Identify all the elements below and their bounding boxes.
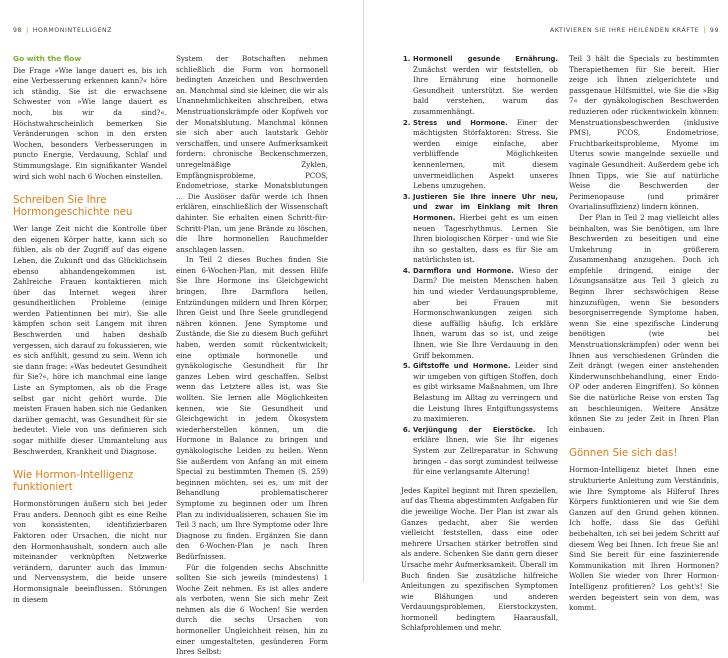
left-column-2 (176, 54, 328, 657)
step-title: Stress und Hormone. (413, 118, 508, 127)
left-column-1 (13, 54, 167, 604)
step-text: Leider sind wir umgeben von giftigen Stoffen, doch es gibt wirksame Maßnahmen, um Ihre Belastung im Alltag zu verringern und die Leistung Ihres Entgiftungssystems zu maximieren. (413, 361, 558, 424)
paragraph-hormon-intelligenz: Hormonstörungen äußern sich bei jeder Frau anders. Dennoch gibt es eine Reihe von konsistenten, identifizierbaren Faktoren oder Ursachen, die nicht nur den Hormonhaushalt, sondern auch alle miteinander verknüpften Netzwerke verändern, darunter auch das Immun- und Nervensystem, die beide unsere Hormonsignale beeinflussen. Störungen in diesem (13, 499, 167, 604)
heading-hormongeschichte: Schreiben Sie Ihre Hormongeschichte neu (13, 194, 133, 219)
step-text: Ich erkläre Ihnen, wie Sie Ihr eigenes System zur Zellreparatur in Schwung bringen – das sorgt zumindest teilweise für eine verlangsamte Alterung! (413, 424, 558, 477)
list-item (413, 54, 558, 118)
spacer (401, 478, 558, 486)
list-item (413, 425, 558, 478)
step-text: Einer der mächtigsten Störfaktoren: Stress. Sie werden einige einfache, aber verblüffende Möglichkeiten kennenlernen, mit diesem unvermeidlichen Aspekt unseres Lebens umzugehen. (413, 117, 558, 191)
subheading-go-with-the-flow: Go with the flow (13, 54, 82, 63)
heading-hormon-intelligenz: Wie Hormon-Intelligenz funktioniert (13, 469, 134, 494)
step-title: Hormonell gesunde Ernährung. (413, 55, 558, 63)
paragraph-teil-2: In Teil 2 dieses Buches finden Sie einen 6-Wochen-Plan, mit dessen Hilfe Sie Ihre Hormone ins Gleichgewicht bringen, Ihre Darmflora heilen, Entzündungen mildern und Ihren Körper, Ihren Geist und Ihre Seele grundlegend nähren können. Jene Symptome und Zustände, die Sie zu diesem Buch geführt haben, werden somit rückentwickelt; eine optimale hormonelle und gynäkologische Gesundheit für Ihr ganzes Leben wird geschaffen. Selbst wenn das Letztere alles ist, was Sie wollten. Sie lernen alle Möglichkeiten kennen, wie Sie Gesundheit und Gleichgewicht in jedem Ökosystem wiederherstellen können, um die Hormone in Balance zu bringen und gynäkologische Leiden zu heilen. Wenn Sie außerdem von Anfang an mit einem Special zu bestimmten Themen (S. 259) beginnen möchten, sei es, um mit der Behandlung problematischerer Symptome zu beginnen oder um Ihren Plan zu individualisieren, schauen Sie im Teil 3 nach, um Ihre Symptome oder Ihre Diagnose zu finden. Ergänzen Sie dann den 6-Wochen-Plan je nach Ihren Bedürfnissen. (176, 255, 328, 561)
paragraph-teil-3: Teil 3 hält die Specials zu bestimmten Therapiethemen für Sie bereit. Hier zeige ich Ihnen zielgerichtete und passgenaue Hilfsmittel, wie Sie die »Big 7« der gynäkologischen Beschwerden reduzieren oder rückentwickeln können: Menstruationsbeschwerden (inklusive PMS), PCOS, Endometriose, Fruchtbarkeitsprobleme, Myome im Uterus sowie mangelnde sexuelle und vaginale Gesundheit. Außerdem gebe ich Ihnen Tipps, wie Sie auf natürliche Weise die Beschwerden der Perimenopause (und primärer Ovarialinsuffizienz) lindern können. (569, 54, 719, 212)
paragraph-hormongeschichte: Wer lange Zeit nicht die Kontrolle über den eigenen Körper hatte, kann sich so fühlen, als ob der Zugriff auf das eigene Leben, die Zukunft und das Glücklichsein ebenso abhandengekommen ist. Zahlreiche Frauen kontaktieren mich über das Internet wegen ihrer gesundheitlichen Probleme (einige werden Patientinnen bei mir). Sie alle kämpfen schon seit Langem mit ihren Beschwerden und haben deshalb vergessen, sich darauf zu fokussieren, wie es sich anfühlt, gesund zu sein. Wenn ich sie dann frage: »Was bedeutet Gesundheit für Sie?«, höre ich manchmal eine lange Liste an Symptomen, als ob die Frage selbst gar nicht gehört wurde. Die meisten Frauen haben sich nie Gedanken darüber gemacht, was Gesundheit für sie bedeutet. Viele von uns definieren sich sogar mithilfe dieser Ummantelung aus Beschwerden, Krankheit und Diagnose. (13, 224, 167, 456)
heading-goennen-sie-sich-das: Gönnen Sie sich das! (569, 447, 678, 460)
left-page-number: 98 (13, 27, 23, 34)
right-page (364, 0, 728, 633)
step-title: Justieren Sie Ihre innere Uhr neu, und zwar im Einklang mit Ihren Hormonen. (413, 192, 558, 222)
paragraph-sechs-abschnitte: Für die folgenden sechs Abschnitte sollten Sie sich jeweils (mindestens) 1 Woche Zeit nehmen. Es ist alles andere als verboten, wenn Sie sich mehr Zeit nehmen als die 6 Wochen! Sie werden durch die sechs Ursachen von hormoneller Ungleichheit reisen, hin zu einer umgestalteten, gesünderen Form Ihres Selbst: (176, 562, 328, 657)
step-title: Verjüngung der Eierstöcke. (413, 425, 536, 434)
left-header-title: HORMONINTELLIGENZ (32, 27, 113, 34)
six-step-list (401, 54, 558, 478)
list-item (413, 361, 558, 425)
paragraph-plan-teil-2: Der Plan in Teil 2 mag vielleicht alles beinhalten, was Sie benötigen, um Ihre Beschwerden zu beseitigen und eine Umkehrung in größerem Zusammenhang anzugehen. Doch ich empfehle dringend, einige der Lösungsansätze aus Teil 3 gleich zu Beginn Ihrer sechswöchigen Reise hinzuzufügen, wenn Sie besonders besorgniserregende Symptome haben, wenn Sie eine spezifische Linderung benötigen (wie bei Menstruationskrämpfen) oder wenn bei Ihnen aus verschiedenen Gründen die Zeit drängt (wegen einer anstehenden Kinderwunschbehandlung, einer Endo-OP oder anderen Eingriffen). So können Sie die natürliche Reise von ersten Tag an beschleunigen. Weitere Ansätze können Sie zu jeder Zeit in Ihren Plan einbauen. (569, 212, 719, 434)
paragraph-goennen: Hormon-Intelligenz bietet Ihnen eine strukturierte Anleitung zum Verständnis, wie Ihre Symptome als Hilferuf Ihres Körpers funktionieren und wie Sie dem Ganzen auf den Grund gehen können. Ich hoffe, dass Sie das Gefühl beibehalten, ich sei bei jedem Schritt auf diesem Weg bei Ihnen. Ich freue Sie an! Sind Sie bereit für eine faszinierende Kommunikation mit Ihren Hormonen? Wollen Sie wieder von Ihrer Hormon-Intelligenz profitieren? Los geht's! Sie werden begeistert sein von dem, was kommt. (569, 465, 719, 613)
step-title: Giftstoffe und Hormone. (413, 362, 511, 371)
right-column-1 (401, 54, 558, 633)
list-item (413, 118, 558, 192)
step-text: Hierbei geht es um einen neuen Tagesrhythmus. Lernen Sie Ihren biologischen Körper - und wie Sie ihn so gestalten, dass es für Sie am natürlichsten ist. (413, 212, 558, 265)
step-text: Zunächst werden wir feststellen, ob Ihre Ernährung eine hormonelle Gesundheit unterstützt. Sie werden bald verstehen, warum das zusammenhängt. (413, 64, 558, 116)
step-text: Wieso der Darm? Die meisten Menschen haben hin und wieder Verdauungsprobleme, aber bei Frauen mit Hormonschwankungen zeigen sich diese auffällig häufig. Ich erkläre Ihnen, warum das so ist, und zeige Ihnen, wie Sie Ihre Verdauung in den Griff bekommen. (413, 265, 558, 360)
list-item (413, 192, 558, 266)
left-running-head (13, 27, 112, 34)
paragraph-jedes-kapitel: Jedes Kapitel beginnt mit Ihren speziellen, auf das Thema abgestimmten Aufgaben für die jeweilige Woche. Der Plan ist zwar als Ganzes gedacht, aber Sie werden vielleicht feststellen, dass eine oder mehrere Ursachen stärker betroffen sind als andere. Schenken Sie dann gern dieser Ursache mehr Aufmerksamkeit. Überall im Buch finden Sie zusätzliche hilfreiche Anleitungen zu spezifischen Symptomen wie Blähungen und anderen Verdauungsproblemen, Eierstockzysten, hormonell bedingtem Haarausfall, Schlafproblemen und mehr. (401, 485, 558, 633)
right-running-head (550, 27, 719, 34)
list-item (413, 266, 558, 361)
header-divider: | (703, 27, 706, 34)
paragraph-system-der-botschaften: System der Botschaften nehmen schließlich die Form von hormonell bedingten Anzeichen und Beschwerden an. Manchmal sind sie kleiner, die wir als Unannehmlichkeiten abschreiben, etwa Menstruationskrämpfe oder Kopfweh vor der Monatsblutung. Manchmal können sie sich aber auch lautstark Gehör verschaffen, und unsere Aufmerksamkeit fordern: chronische Beckenschmerzen, unregelmäßige Zyklen, Empfängnisprobleme, PCOS, Endometriose, starke Monatsblutungen … Die Auslöser dafür werde ich Ihnen erklären, einschließlich der Wissenschaft dahinter. Sie erhalten einen Schritt-für-Schritt-Plan, um jene Brände zu löschen, die Ihre hormonellen Rauchmelder anschlagen lassen. (176, 54, 328, 254)
step-title: Darmflora und Hormone. (413, 266, 514, 275)
header-divider: | (26, 27, 29, 34)
intro-paragraph: Die Frage »Wie lange dauert es, bis ich eine Verbesserung erkennen kann?« höre ich ständig. Sie ist die erwachsene Schwester von »Wie lange dauert es noch, bis wir da sind?«. Höchstwahrscheinlich bemerken Sie Veränderungen schon in den ersten Wochen, besonders Verbesserungen in puncto Energie, Verdauung, Schlaf und Stimmungslage. Ein signifikanter Wandel wird sich wohl nach 6 Wochen einstellen. (13, 65, 167, 181)
right-header-title: AKTIVIEREN SIE IHRE HEILENDEN KRÄFTE (550, 27, 700, 34)
right-page-number: 99 (709, 27, 719, 34)
left-page (0, 0, 364, 657)
right-column-2 (569, 54, 719, 613)
